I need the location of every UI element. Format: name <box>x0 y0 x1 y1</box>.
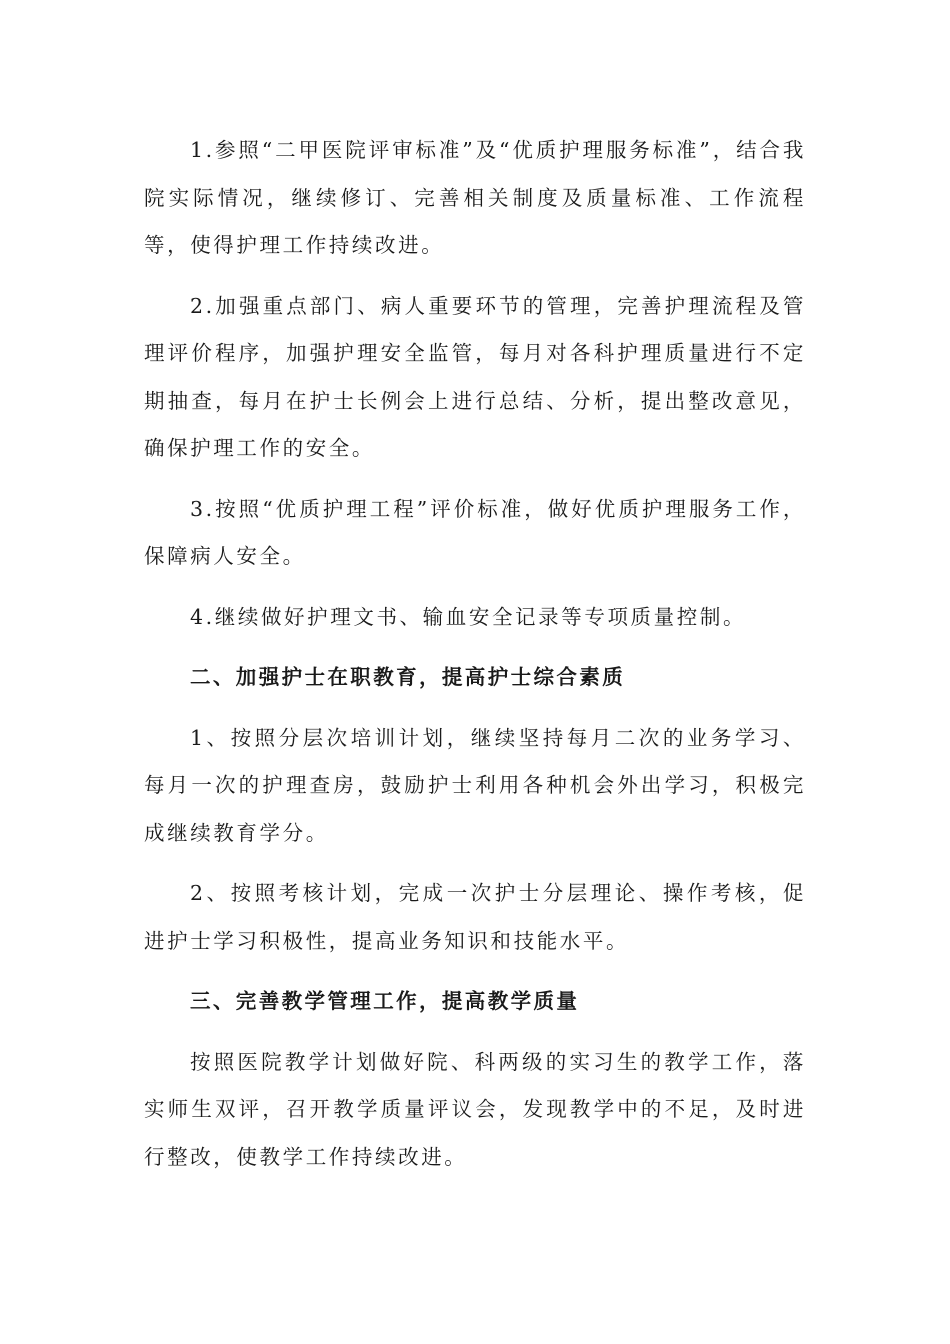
paragraph-2: 2.加强重点部门、病人重要环节的管理，完善护理流程及管理评价程序，加强护理安全监管，每月对各科护理质量进行不定期抽查，每月在护士长例会上进行总结、分析，提出整改意见，确保护理工作的安全。 <box>144 293 806 460</box>
paragraph-7: 按照医院教学计划做好院、科两级的实习生的教学工作，落实师生双评，召开教学质量评议会，发现教学中的不足，及时进行整改，使教学工作持续改进。 <box>144 1049 806 1169</box>
paragraph-4: 4.继续做好护理文书、输血安全记录等专项质量控制。 <box>190 604 747 629</box>
section-heading-2: 二、加强护士在职教育，提高护士综合素质 <box>190 665 626 689</box>
paragraph-5: 1、按照分层次培训计划，继续坚持每月二次的业务学习、每月一次的护理查房，鼓励护士利用各种机会外出学习，积极完成继续教育学分。 <box>144 725 806 845</box>
paragraph-6: 2、按照考核计划，完成一次护士分层理论、操作考核，促进护士学习积极性，提高业务知识和技能水平。 <box>144 881 806 953</box>
section-heading-3: 三、完善教学管理工作，提高教学质量 <box>190 989 580 1013</box>
document-body <box>144 127 806 1194</box>
paragraph-3: 3.按照“优质护理工程”评价标准，做好优质护理服务工作，保障病人安全。 <box>144 496 806 568</box>
paragraph-1: 1.参照“二甲医院评审标准”及“优质护理服务标准”，结合我院实际情况，继续修订、完善相关制度及质量标准、工作流程等，使得护理工作持续改进。 <box>144 138 806 257</box>
